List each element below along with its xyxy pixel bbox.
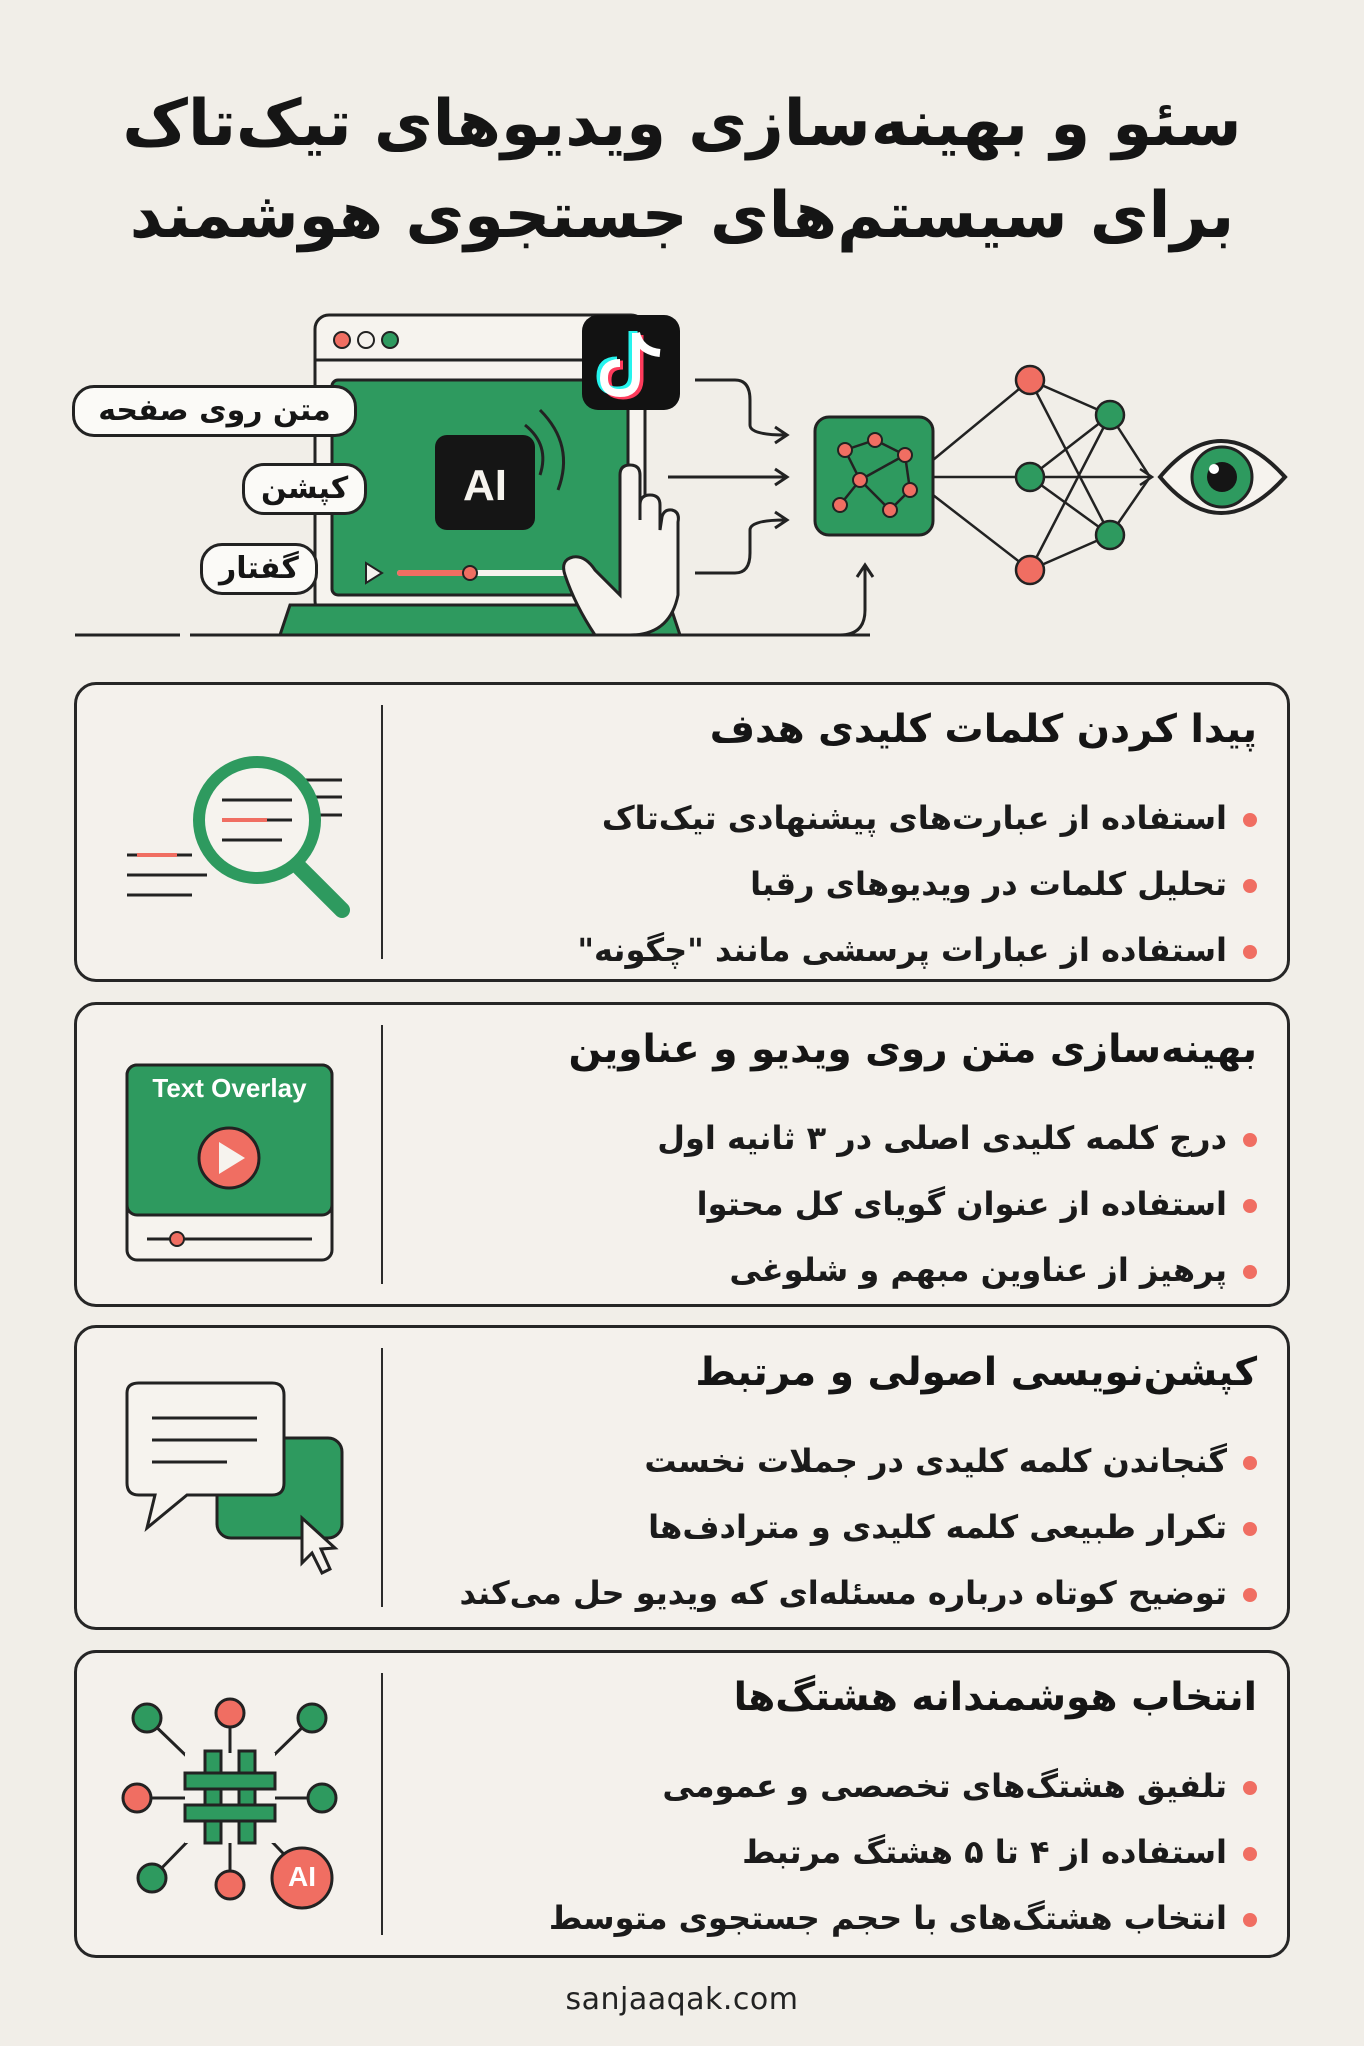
text-overlay-label: Text Overlay — [152, 1073, 307, 1103]
section-captions — [74, 1325, 1290, 1630]
page-title — [60, 78, 1304, 262]
section-title: کپشن‌نویسی اصولی و مرتبط — [695, 1350, 1257, 1395]
section-title: بهینه‌سازی متن روی ویدیو و عناوین — [568, 1027, 1257, 1072]
neural-processor-icon — [815, 417, 933, 535]
list-item: توضیح کوتاه درباره مسئله‌ای که ویدیو حل می‌کند — [459, 1560, 1257, 1626]
list-item: پرهیز از عناوین مبهم و شلوغی — [657, 1237, 1257, 1303]
list-item: استفاده از عنوان گویای کل محتوا — [657, 1171, 1257, 1237]
neural-network-icon — [933, 366, 1152, 584]
card-divider — [381, 1025, 383, 1284]
list-item: گنجاندن کلمه کلیدی در جملات نخست — [459, 1428, 1257, 1494]
eye-icon — [1160, 441, 1285, 513]
list-item: استفاده از ۴ تا ۵ هشتگ مرتبط — [549, 1819, 1257, 1885]
list-item: استفاده از عبارت‌های پیشنهادی تیک‌تاک — [577, 785, 1257, 851]
hashtag-network-icon — [97, 1673, 367, 1923]
list-item: استفاده از عبارات پرسشی مانند "چگونه" — [577, 917, 1257, 983]
title-line-1: سئو و بهینه‌سازی ویدیوهای تیک‌تاک — [122, 87, 1242, 161]
svg-text:AI: AI — [463, 461, 507, 510]
video-overlay-icon — [97, 1025, 367, 1275]
section-title: پیدا کردن کلمات کلیدی هدف — [709, 707, 1257, 752]
list-item: تحلیل کلمات در ویدیوهای رقبا — [577, 851, 1257, 917]
section-list — [549, 1753, 1257, 1951]
section-list — [577, 785, 1257, 983]
ai-chip-icon — [435, 435, 535, 530]
magnifier-icon — [97, 705, 367, 955]
footer-website[interactable]: sanjaaqak.com — [565, 1982, 799, 2017]
section-list — [459, 1428, 1257, 1626]
list-item: تکرار طبیعی کلمه کلیدی و مترادف‌ها — [459, 1494, 1257, 1560]
section-list — [657, 1105, 1257, 1303]
label-caption: کپشن — [242, 463, 367, 515]
card-divider — [381, 1348, 383, 1607]
title-line-2: برای سیستم‌های جستجوی هوشمند — [129, 179, 1235, 253]
card-divider — [381, 1673, 383, 1935]
list-item: درج کلمه کلیدی اصلی در ۳ ثانیه اول — [657, 1105, 1257, 1171]
section-hashtags — [74, 1650, 1290, 1958]
list-item: انتخاب هشتگ‌های با حجم جستجوی متوسط — [549, 1885, 1257, 1951]
label-screen-text: متن روی صفحه — [72, 385, 357, 437]
section-text-overlay — [74, 1002, 1290, 1307]
section-keywords — [74, 682, 1290, 982]
ai-badge-label: AI — [288, 1861, 316, 1892]
label-speech: گفتار — [200, 543, 318, 595]
hero-illustration — [70, 305, 1310, 645]
section-title: انتخاب هوشمندانه هشتگ‌ها — [733, 1675, 1257, 1720]
chat-bubbles-icon — [97, 1348, 367, 1598]
tiktok-logo-icon — [582, 315, 680, 410]
card-divider — [381, 705, 383, 959]
list-item: تلفیق هشتگ‌های تخصصی و عمومی — [549, 1753, 1257, 1819]
